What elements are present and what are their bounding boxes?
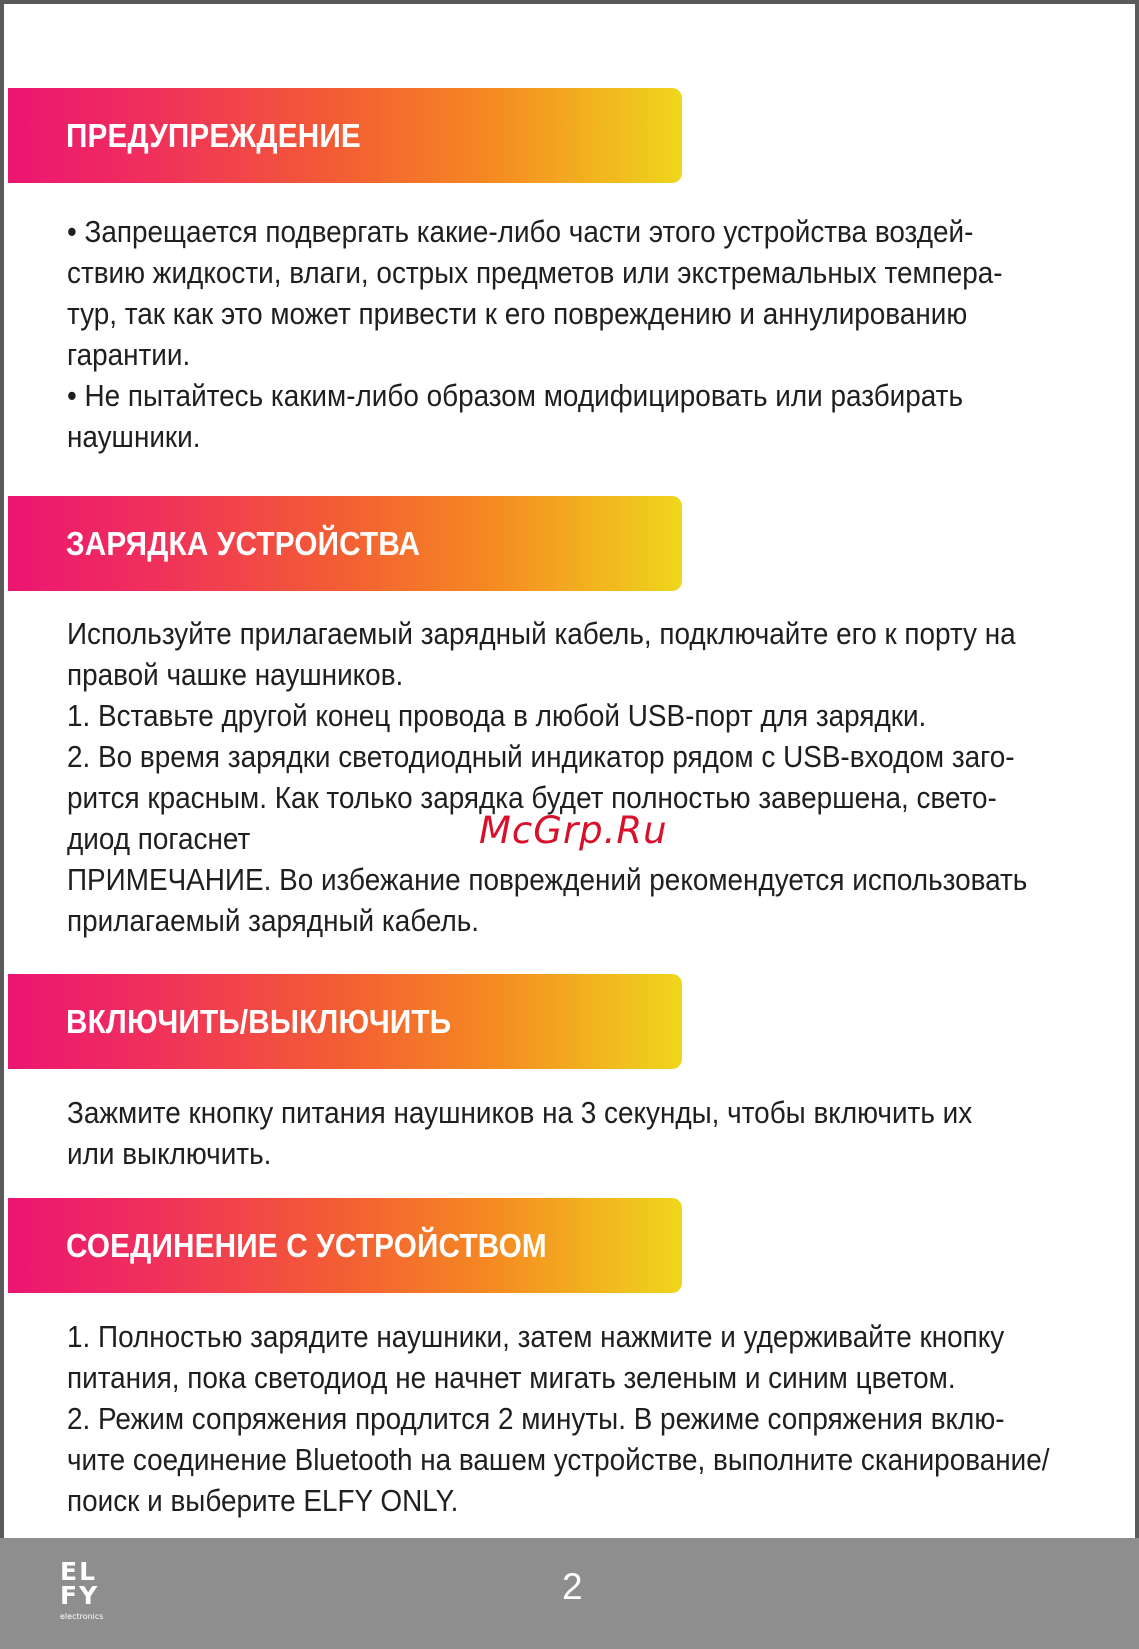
body-line: тур, так как это может привести к его повреждению и аннулированию [67,296,968,331]
body-line: правой чашке наушников. [67,657,404,692]
body-line: 1. Полностью зарядите наушники, затем нажмите и удерживайте кнопку [67,1319,1005,1354]
section-body-pairing [67,1316,1084,1521]
body-line: или выключить. [67,1136,272,1171]
logo-bottom-letters: FY [60,1581,100,1610]
page-number: 2 [562,1566,583,1607]
section-banner-pairing [8,1198,682,1293]
logo-subtitle: electronics [60,1612,104,1621]
body-line: Используйте прилагаемый зарядный кабель, подключайте его к порту на [67,616,1016,651]
body-line: Зажмите кнопку питания наушников на 3 секунды, чтобы включить их [67,1095,973,1130]
body-line: ПРИМЕЧАНИЕ. Во избежание повреждений рекомендуется использовать [67,862,1028,897]
watermark-text: McGrp.Ru [479,809,668,852]
body-line: ствию жидкости, влаги, острых предметов или экстремальных темпера- [67,255,1003,290]
section-banner-warning [8,88,682,183]
section-title: ПРЕДУПРЕЖДЕНИЕ [66,116,361,154]
page-footer [0,1538,1139,1649]
section-title: ВКЛЮЧИТЬ/ВЫКЛЮЧИТЬ [66,1002,452,1040]
body-line: • Запрещается подвергать какие-либо части этого устройства воздей- [67,214,974,249]
body-line: 2. Режим сопряжения продлится 2 минуты. В режиме сопряжения вклю- [67,1401,1005,1436]
body-line: 2. Во время зарядки светодиодный индикатор рядом с USB-входом заго- [67,739,1015,774]
body-line: рится красным. Как только зарядка будет полностью завершена, свето- [67,780,997,815]
body-line: поиск и выберите ELFY ONLY. [67,1483,459,1518]
section-title: СОЕДИНЕНИЕ С УСТРОЙСТВОМ [66,1226,547,1264]
section-banner-power [8,974,682,1069]
body-line: питания, пока светодиод не начнет мигать зеленым и синим цветом. [67,1360,956,1395]
body-line: гарантии. [67,337,191,372]
elfy-logo [60,1557,116,1624]
section-body-charging [67,613,1084,941]
body-line: • Не пытайтесь каким-либо образом модифицировать или разбирать [67,378,964,413]
logo-wordmark [60,1557,100,1610]
body-line: чите соединение Bluetooth на вашем устройстве, выполните сканирование/ [67,1442,1050,1477]
section-body-power [67,1092,1084,1174]
body-line: диод погаснет [67,821,251,856]
body-line: 1. Вставьте другой конец провода в любой USB-порт для зарядки. [67,698,927,733]
body-line: прилагаемый зарядный кабель. [67,903,480,938]
section-banner-charging [8,496,682,591]
section-body-warning [67,211,1084,457]
body-line: наушники. [67,419,201,454]
section-title: ЗАРЯДКА УСТРОЙСТВА [66,524,421,562]
logo-top-letters: EL [60,1557,98,1586]
